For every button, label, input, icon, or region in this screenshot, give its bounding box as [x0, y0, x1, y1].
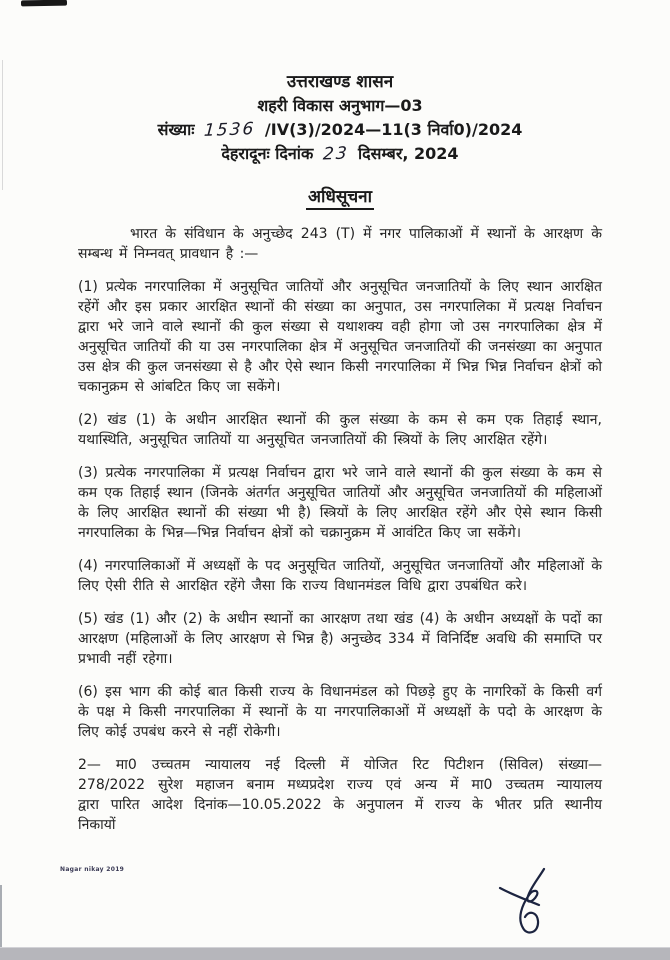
scan-corner-mark [21, 0, 67, 6]
paragraph-2: 2— मा0 उच्चतम न्यायालय नई दिल्ली में योजित रिट पिटीशन (सिविल) संख्या—278/2022 सुरेश महाजन बनाम मध्यप्रदेश राज्य एवं अन्य में मा0 उच्चतम न्यायालय द्वारा पारित आदेश दिनांक—10.05.2022 के अनुपालन में राज्य के भीतर प्रति स्थानीय निकायों [78, 757, 602, 833]
document-content [78, 70, 602, 835]
scan-edge-artifact-top [2, 60, 3, 190]
government-name: उत्तराखण्ड शासन [286, 72, 394, 92]
signature-icon [497, 866, 559, 942]
clause-5: (5) खंड (1) और (2) के अधीन स्थानों का आरक्षण तथा खंड (4) के अधीन अध्यक्षों के पदों का आरक्षण (महिलाओं के लिए आरक्षण से भिन्न है) अनुच्छेद 334 में विनिर्दिष्ट अवधि की समाप्ति पर प्रभावी नहीं रहेगा। [78, 611, 602, 667]
date-day-handwritten: 23 [322, 143, 350, 165]
place-date-prefix: देहरादूनः दिनांक [221, 144, 314, 163]
scan-bottom-strip [0, 947, 670, 960]
clause-4: (4) नगरपालिकाओं में अध्यक्षों के पद अनुसूचित जातियों, अनुसूचित जनजातियों और महिलाओं के लिए ऐसी रीति से आरक्षित रहेंगे जैसा कि राज्य विधानमंडल विधि द्वारा उपबंधित करे। [78, 558, 602, 594]
intro-paragraph: भारत के संविधान के अनुच्छेद 243 (T) में नगर पालिकाओं में स्थानों के आरक्षण के सम्बन्ध में निम्नवत् प्रावधान है :— [78, 226, 602, 262]
place-date-suffix: दिसम्बर, 2024 [358, 144, 459, 163]
document-title: अधिसूचना [306, 184, 374, 210]
reference-number-handwritten: 1536 [203, 119, 257, 141]
clause-3: (3) प्रत्येक नगरपालिका में प्रत्यक्ष निर्वाचन द्वारा भरे जाने वाले स्थानों की कुल संख्या के कम से कम एक तिहाई स्थान (जिनके अंतर्गत अनुसूचित जातियों और अनुसूचित जनजातियों की महिलाओं के लिए आरक्षित स्थानों की संख्या भी है) स्त्रियों के लिए आरक्षित रहेंगे और ऐसे स्थान किसी नगरपालिका के भिन्न—भिन्न निर्वाचन क्षेत्रों को चक्रानुक्रम में आवंटित किए जा सकेंगे। [78, 465, 602, 541]
clause-2: (2) खंड (1) के अधीन आरक्षित स्थानों की कुल संख्या के कम से कम एक तिहाई स्थान, यथास्थिति, अनुसूचित जातियों या अनुसूचित जनजातियों की स्त्रियों के लिए आरक्षित रहेंगे। [78, 412, 602, 448]
title-row [78, 184, 602, 210]
reference-number-rest: /IV(3)/2024—11(3 निर्वा0)/2024 [264, 120, 523, 139]
reference-number-label: संख्याः [157, 120, 195, 139]
clause-6: (6) इस भाग की कोई बात किसी राज्य के विधानमंडल को पिछड़े हुए के नागरिकों के किसी वर्ग के पक्ष मे किसी नगरपालिका में स्थानों के या नगरपालिकाओं में अध्यक्षों के पदो के आरक्षण के लिए कोई उपबंध करने से नहीं रोकेगी। [78, 684, 602, 740]
place-date-line [78, 142, 602, 166]
clause-1: (1) प्रत्येक नगरपालिका में अनुसूचित जातियों और अनुसूचित जनजातियों के लिए स्थान आरक्षित रहेंगें और इस प्रकार आरक्षित स्थानों की संख्या का अनुपात, उस नगरपालिका में प्रत्यक्ष निर्वाचन द्वारा भरे जाने वाले स्थानों की कुल संख्या से यथाशक्य वही होगा जो उस नगरपालिका क्षेत्र में अनुसूचित जातियों की या उस नगरपालिका क्षेत्र में अनुसूचित जनजातियों की जनसंख्या का अनुपात उस क्षेत्र की कुल जनसंख्या से है और ऐसे स्थान किसी नगरपालिका में भिन्न भिन्न निर्वाचन क्षेत्रों को चकानुक्रम से आंबटित किए जा सकेंगे। [78, 279, 602, 395]
watermark-text: Nagar nikay 2019 [60, 866, 125, 873]
department-line: शहरी विकास अनुभाग—03 [257, 96, 423, 115]
reference-number-line [78, 118, 602, 142]
scan-edge-artifact-bottom [0, 885, 2, 948]
